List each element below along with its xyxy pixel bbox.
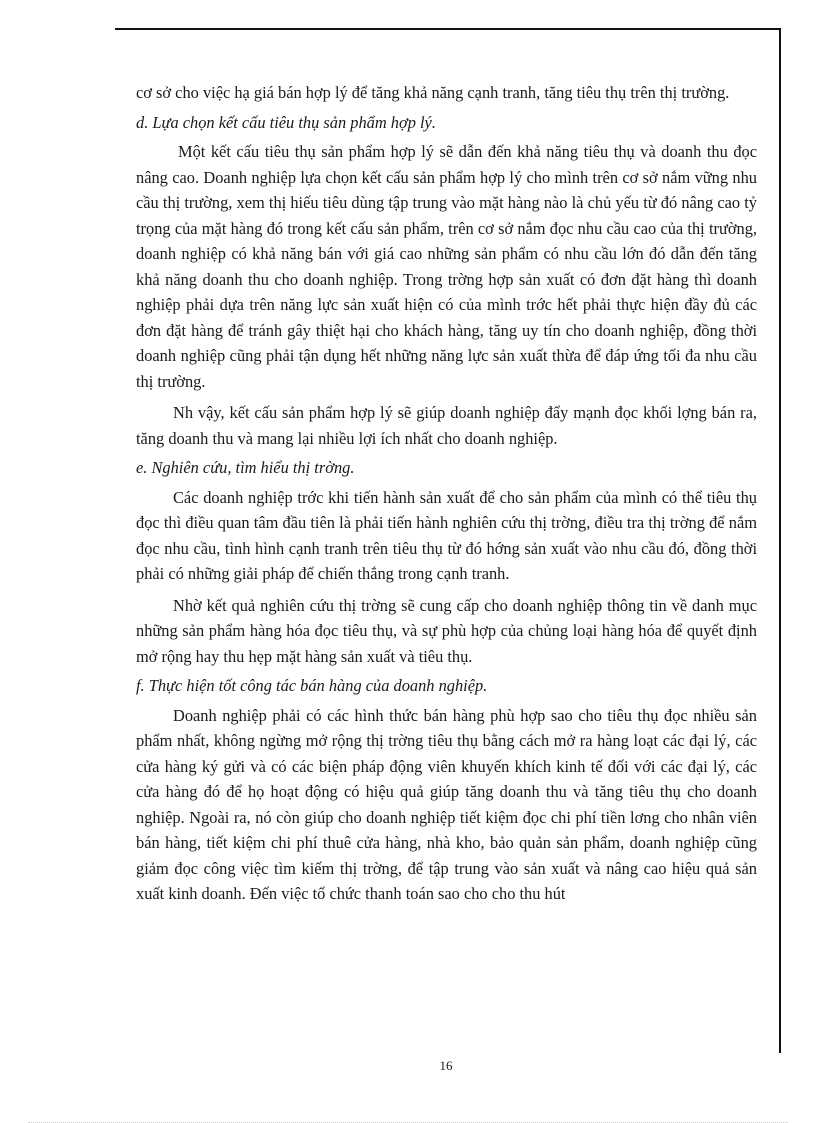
page-number: 16 <box>439 1058 453 1073</box>
section-heading-f: f. Thực hiện tốt công tác bán hàng của doanh nghiệp. <box>136 676 488 695</box>
paragraph-product-structure: Một kết cấu tiêu thụ sản phẩm hợp lý sẽ dẫn đến khả năng tiêu thụ và doanh thu đọc nâng cao. Doanh nghiệp lựa chọn kết cấu sản phẩm hợp lý cho mình trên cơ sở nắm vững nhu cầu thị trường, xem thị hiếu tiêu dùng tập trung vào mặt hàng nào là chủ yếu từ đó nâng cao tỷ trọng của mặt hàng đó trong kết cấu sản phẩm, trên cơ sở nắm đọc nhu cầu cao của thị trường, doanh nghiệp có khả năng bán với giá cao những sản phẩm có nhu cầu lớn đó dẫn đến tăng khả năng doanh thu cho doanh nghiệp. Trong trờng hợp sản xuất có đơn đặt hàng thì doanh nghiệp phải dựa trên năng lực sản xuất hiện có của mình trớc hết phải thực hiện đầy đủ các đơn đặt hàng để tránh gây thiệt hại cho khách hàng, tăng uy tín cho doanh nghiệp, đồng thời doanh nghiệp cũng phải tận dụng hết những năng lực sản xuất thừa để đáp ứng tối đa nhu cầu thị trường. <box>136 142 757 391</box>
paragraph-sales-activities: Doanh nghiệp phải có các hình thức bán hàng phù hợp sao cho tiêu thụ đọc nhiều sản phẩm nhất, không ngừng mở rộng thị trờng tiêu thụ bằng cách mở ra hàng loạt các đại lý, các cửa hàng ký gửi và có các biện pháp động viên khuyến khích kinh tế đối với các đại lý, các cửa hàng đó để họ hoạt động có hiệu quả giúp tăng doanh thu và tăng tiêu thụ cho doanh nghiệp. Ngoài ra, nó còn giúp cho doanh nghiệp tiết kiệm đọc chi phí tiền lơng cho nhân viên bán hàng, tiết kiệm chi phí thuê cửa hàng, nhà kho, bảo quản sản phẩm, doanh nghiệp cũng giảm đọc công việc tìm kiếm thị trờng, để tập trung vào sản xuất và nâng cao hiệu quả sản xuất kinh doanh. Đến việc tổ chức thanh toán sao cho cho thu hút <box>136 705 757 903</box>
paragraph-continuation: cơ sở cho việc hạ giá bán hợp lý để tăng khả năng cạnh tranh, tăng tiêu thụ trên thị trường. <box>136 83 730 102</box>
page-border-top <box>115 28 780 30</box>
page-body <box>136 80 757 907</box>
paragraph-market-research-results: Nhờ kết quả nghiên cứu thị trờng sẽ cung cấp cho doanh nghiệp thông tin về danh mục những sản phẩm hàng hóa đọc tiêu thụ, và sự phù hợp của chủng loại hàng hóa để quyết định mở rộng hay thu hẹp mặt hàng sản xuất và tiêu thụ. <box>136 595 757 666</box>
page-border-right <box>779 28 781 1053</box>
paragraph-product-structure-summary: Nh vậy, kết cấu sản phẩm hợp lý sẽ giúp doanh nghiệp đẩy mạnh đọc khối lợng bán ra, tăng doanh thu và mang lại nhiều lợi ích nhất cho doanh nghiệp. <box>136 403 757 448</box>
section-heading-d: d. Lựa chọn kết cấu tiêu thụ sản phẩm hợp lý. <box>136 112 436 132</box>
section-heading-e: e. Nghiên cứu, tìm hiểu thị trờng. <box>136 458 355 477</box>
paragraph-market-research: Các doanh nghiệp trớc khi tiến hành sản xuất để cho sản phẩm của mình có thể tiêu thụ đọc thì điều quan tâm đầu tiên là phải tiến hành nghiên cứu thị trờng, điều tra thị trờng để nắm đọc nhu cầu, tình hình cạnh tranh trên tiêu thụ từ đó hớng sản xuất vào nhu cầu đó, đồng thời phải có những giải pháp để chiến thắng trong cạnh tranh. <box>136 487 757 583</box>
